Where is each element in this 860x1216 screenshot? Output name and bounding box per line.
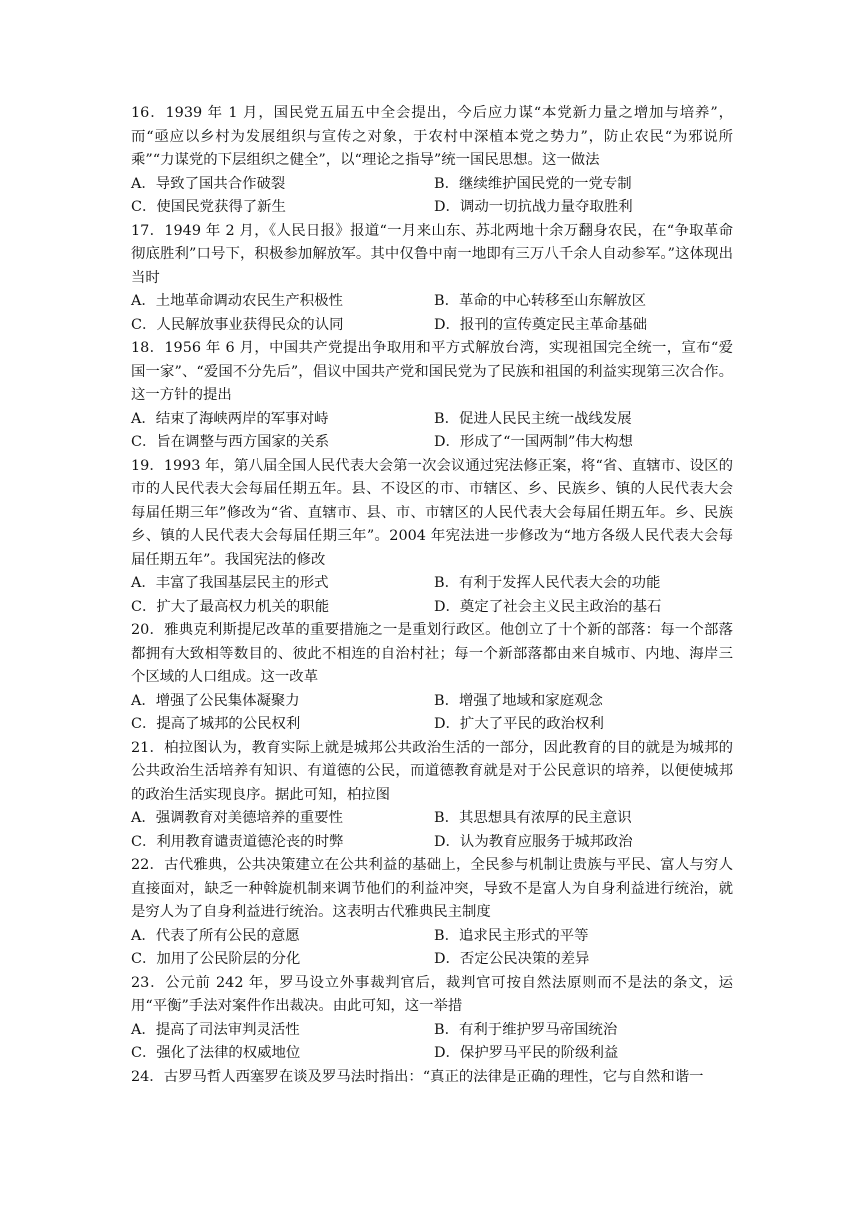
- question-list: [131, 102, 733, 1089]
- option-d[interactable]: D．调动一切抗战力量夺取胜利: [434, 199, 633, 215]
- option-d[interactable]: D．报刊的宣传奠定民主革命基础: [434, 316, 648, 333]
- option-a[interactable]: A．土地革命调动农民生产积极性: [131, 293, 343, 309]
- options: [131, 690, 733, 737]
- option-d[interactable]: D．奠定了社会主义民主政治的基石: [434, 598, 662, 615]
- option-b[interactable]: B．其思想具有浓厚的民主意识: [434, 810, 632, 826]
- option-c[interactable]: C．强化了法律的权威地位: [131, 1045, 301, 1061]
- question-stem: 21．柏拉图认为，教育实际上就是城邦公共政治生活的一部分，因此教育的目的就是为城邦的公共政治生活培养有知识、有道德的公民，而道德教育就是对于公民意识的培养，以便使城邦的政治生活实现良序。据此可知，柏拉图: [131, 739, 733, 803]
- option-a[interactable]: A．导致了国共合作破裂: [131, 175, 286, 192]
- question-20: [131, 619, 733, 737]
- option-b[interactable]: B．追求民主形式的平等: [434, 927, 589, 944]
- option-a[interactable]: A．增强了公民集体凝聚力: [131, 692, 300, 709]
- question-stem: 19．1993 年，第八届全国人民代表大会第一次会议通过宪法修正案，将“省、直辖市、设区的市的人民代表大会每届任期五年。县、不设区的市、市辖区、乡、民族乡、镇的人民代表大会每届任期三年”修改为“省、直辖市、县、市、市辖区的人民代表大会每届任期五年。乡、民族乡、镇的人民代表大会每届任期三年”。2004 年宪法进一步修改为“地方各级人民代表大会每届任期五年”。我国宪法的修改: [131, 457, 733, 568]
- option-d[interactable]: D．保护罗马平民的阶级利益: [434, 1045, 619, 1061]
- option-c[interactable]: C．人民解放事业获得民众的认同: [131, 316, 344, 333]
- option-b[interactable]: B．促进人民民主统一战线发展: [434, 410, 632, 427]
- option-c[interactable]: C．提高了城邦的公民权利: [131, 716, 301, 732]
- question-stem: 20．雅典克利斯提尼改革的重要措施之一是重划行政区。他创立了十个新的部落：每一个部落都拥有大致相等数目的、彼此不相连的自治村社；每一个新部落都由来自城市、内地、海岸三个区域的人口组成。这一改革: [131, 622, 733, 685]
- option-d[interactable]: D．否定公民决策的差异: [434, 951, 590, 967]
- question-stem: 16．1939 年 1 月，国民党五届五中全会提出，今后应力谋“本党新力量之增加与培养”，而“亟应以乡村为发展组织与宣传之对象，于农村中深植本党之势力”，防止农民“为邪说所乘”“力谋党的下层组织之健全”，以“理论之指导”统一国民思想。这一做法: [131, 105, 733, 168]
- question-19: [131, 455, 733, 620]
- option-c[interactable]: C．扩大了最高权力机关的职能: [131, 598, 330, 615]
- question-18: [131, 337, 733, 455]
- options: [131, 408, 733, 455]
- option-b[interactable]: B．增强了地域和家庭观念: [434, 692, 603, 709]
- options: [131, 572, 733, 619]
- option-a[interactable]: A．代表了所有公民的意愿: [131, 927, 300, 944]
- options: [131, 1019, 733, 1066]
- option-d[interactable]: D．形成了“一国两制”伟大构想: [434, 434, 633, 450]
- option-b[interactable]: B．革命的中心转移至山东解放区: [434, 293, 647, 309]
- question-stem: 18．1956 年 6 月，中国共产党提出争取用和平方式解放台湾，实现祖国完全统一，宣布“爱国一家”、“爱国不分先后”，倡议中国共产党和国民党为了民族和祖国的利益实现第三次合作。这一方针的提出: [131, 340, 733, 403]
- options: [131, 807, 733, 854]
- question-stem: 23．公元前 242 年，罗马设立外事裁判官后，裁判官可按自然法原则而不是法的条文，运用“平衡”手法对案件作出裁决。由此可知，这一举措: [131, 974, 733, 1014]
- options: [131, 173, 733, 220]
- options: [131, 290, 733, 337]
- option-a[interactable]: A．结束了海峡两岸的军事对峙: [131, 410, 329, 427]
- question-stem: 22．古代雅典，公共决策建立在公共利益的基础上，全民参与机制让贵族与平民、富人与穷人直接面对，缺乏一种斡旋机制来调节他们的利益冲突，导致不是富人为自身利益进行统治，就是穷人为了自身利益进行统治。这表明古代雅典民主制度: [131, 857, 733, 920]
- option-a[interactable]: A．提高了司法审判灵活性: [131, 1021, 300, 1038]
- option-c[interactable]: C．加用了公民阶层的分化: [131, 951, 301, 967]
- question-22: [131, 854, 733, 972]
- option-b[interactable]: B．有利于发挥人民代表大会的功能: [434, 575, 661, 591]
- option-a[interactable]: A．强调教育对美德培养的重要性: [131, 810, 343, 826]
- question-21: [131, 737, 733, 855]
- question-stem: 17．1949 年 2 月，《人民日报》报道“一月来山东、苏北两地十余万翻身农民，在“争取革命彻底胜利”口号下，积极参加解放军。其中仅鲁中南一地即有三万八千余人自动参军。”这体现出当时: [131, 222, 733, 286]
- question-stem: 24．古罗马哲人西塞罗在谈及罗马法时指出：“真正的法律是正确的理性，它与自然和谐一: [131, 1068, 704, 1085]
- question-24: [131, 1066, 733, 1090]
- option-d[interactable]: D．扩大了平民的政治权利: [434, 716, 604, 732]
- option-c[interactable]: C．旨在调整与西方国家的关系: [131, 434, 330, 450]
- question-16: [131, 102, 733, 220]
- question-23: [131, 972, 733, 1066]
- option-c[interactable]: C．使国民党获得了新生: [131, 199, 286, 215]
- option-b[interactable]: B．继续维护国民党的一党专制: [434, 175, 632, 192]
- option-a[interactable]: A．丰富了我国基层民主的形式: [131, 575, 329, 591]
- option-c[interactable]: C．利用教育谴责道德沦丧的时弊: [131, 833, 344, 850]
- options: [131, 925, 733, 972]
- option-b[interactable]: B．有利于维护罗马帝国统治: [434, 1021, 618, 1038]
- option-d[interactable]: D．认为教育应服务于城邦政治: [434, 833, 633, 850]
- question-17: [131, 220, 733, 338]
